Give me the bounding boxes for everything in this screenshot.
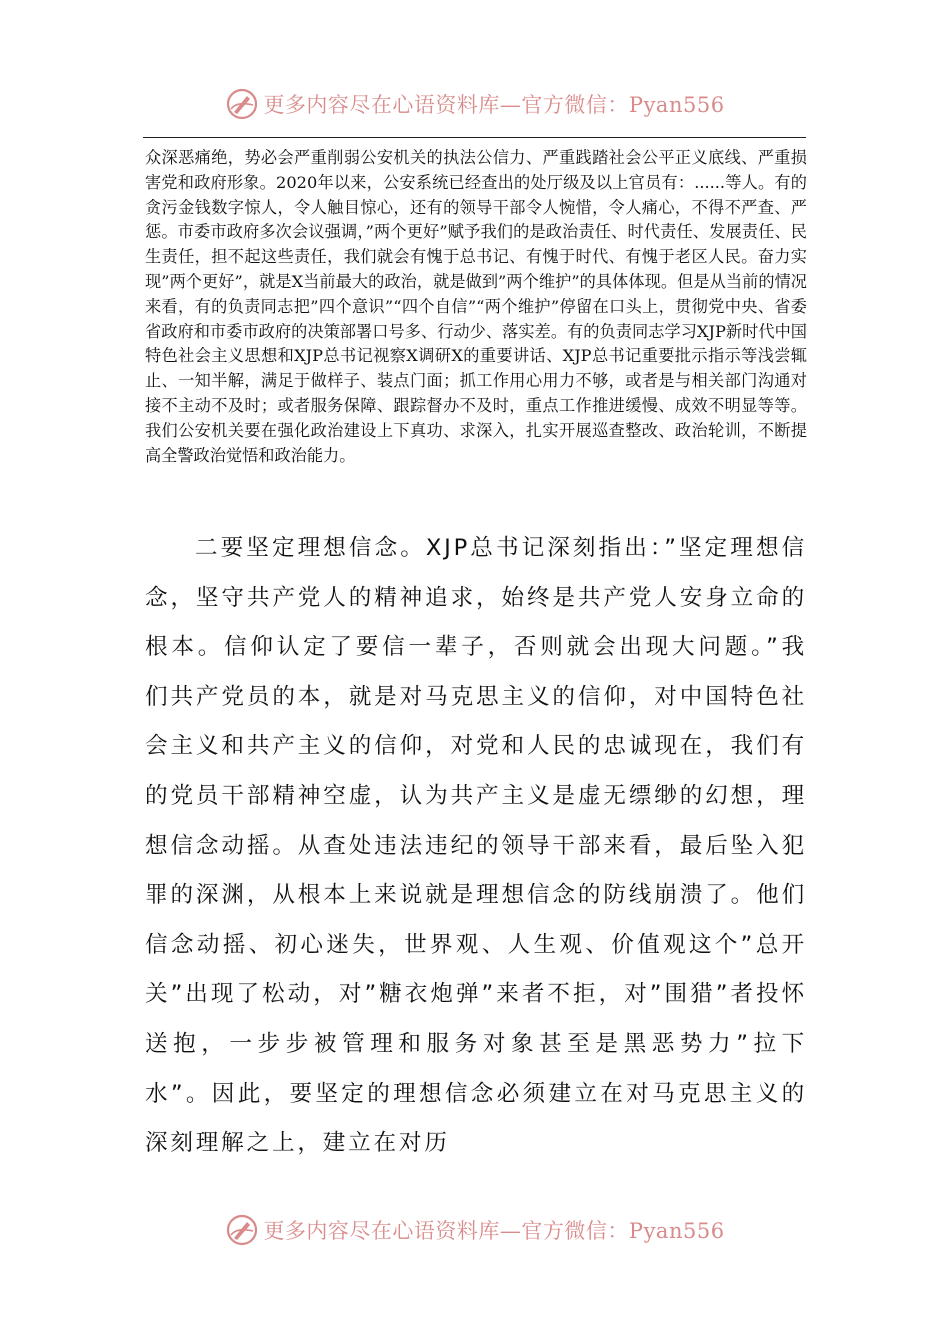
header-watermark-banner <box>0 84 950 124</box>
body-paragraph-1: 众深恶痛绝，势必会严重削弱公安机关的执法公信力、严重践踏社会公平正义底线、严重损害党和政府形象。2020年以来，公安系统已经查出的处厅级及以上官员有：......等人。有的贪污金钱数字惊人，令人触目惊心，还有的领导干部令人惋惜，令人痛心，不得不严查、严惩。市委市政府多次会议强调，”两个更好”赋予我们的是政治责任、时代责任、发展责任、民生责任，担不起这些责任，我们就会有愧于总书记、有愧于时代、有愧于老区人民。奋力实现”两个更好”，就是X当前最大的政治，就是做到”两个维护”的具体体现。但是从当前的情况来看，有的负责同志把”四个意识”“四个自信”“两个维护”停留在口头上，贯彻党中央、省委省政府和市委市政府的决策部署口号多、行动少、落实差。有的负责同志学习XJP新时代中国特色社会主义思想和XJP总书记视察X调研X的重要讲话、XJP总书记重要批示指示等浅尝辄止、一知半解，满足于做样子、装点门面；抓工作用心用力不够，或者是与相关部门沟通对接不主动不及时；或者服务保障、跟踪督办不及时，重点工作推进缓慢、成效不明显等等。我们公安机关要在强化政治建设上下真功、求深入，扎实开展巡查整改、政治轮训，不断提高全警政治觉悟和政治能力。 <box>145 148 807 465</box>
body-paragraph-2: 二要坚定理想信念。XJP总书记深刻指出：”坚定理想信念，坚守共产党人的精神追求，始终是共产党人安身立命的根本。信仰认定了要信一辈子，否则就会出现大问题。”我们共产党员的本，就是对马克思主义的信仰，对中国特色社会主义和共产主义的信仰，对党和人民的忠诚现在，我们有的党员干部精神空虚，认为共产主义是虚无缥缈的幻想，理想信念动摇。从查处违法违纪的领导干部来看，最后坠入犯罪的深渊，从根本上来说就是理想信念的防线崩溃了。他们信念动摇、初心迷失，世界观、人生观、价值观这个”总开关”出现了松动，对”糖衣炮弹”来者不拒，对”围猎”者投怀送抱，一步步被管理和服务对象甚至是黑恶势力”拉下水”。因此，要坚定的理想信念必须建立在对马克思主义的深刻理解之上，建立在对历 <box>145 535 807 1157</box>
watermark-text: 更多内容尽在心语资料库—官方微信：Pyan556 <box>263 93 725 117</box>
header-divider <box>143 137 806 138</box>
pen-swoosh-icon <box>225 1213 259 1247</box>
footer-watermark-banner <box>0 1210 950 1250</box>
watermark-text: 更多内容尽在心语资料库—官方微信：Pyan556 <box>263 1219 725 1243</box>
pen-swoosh-icon <box>225 87 259 121</box>
